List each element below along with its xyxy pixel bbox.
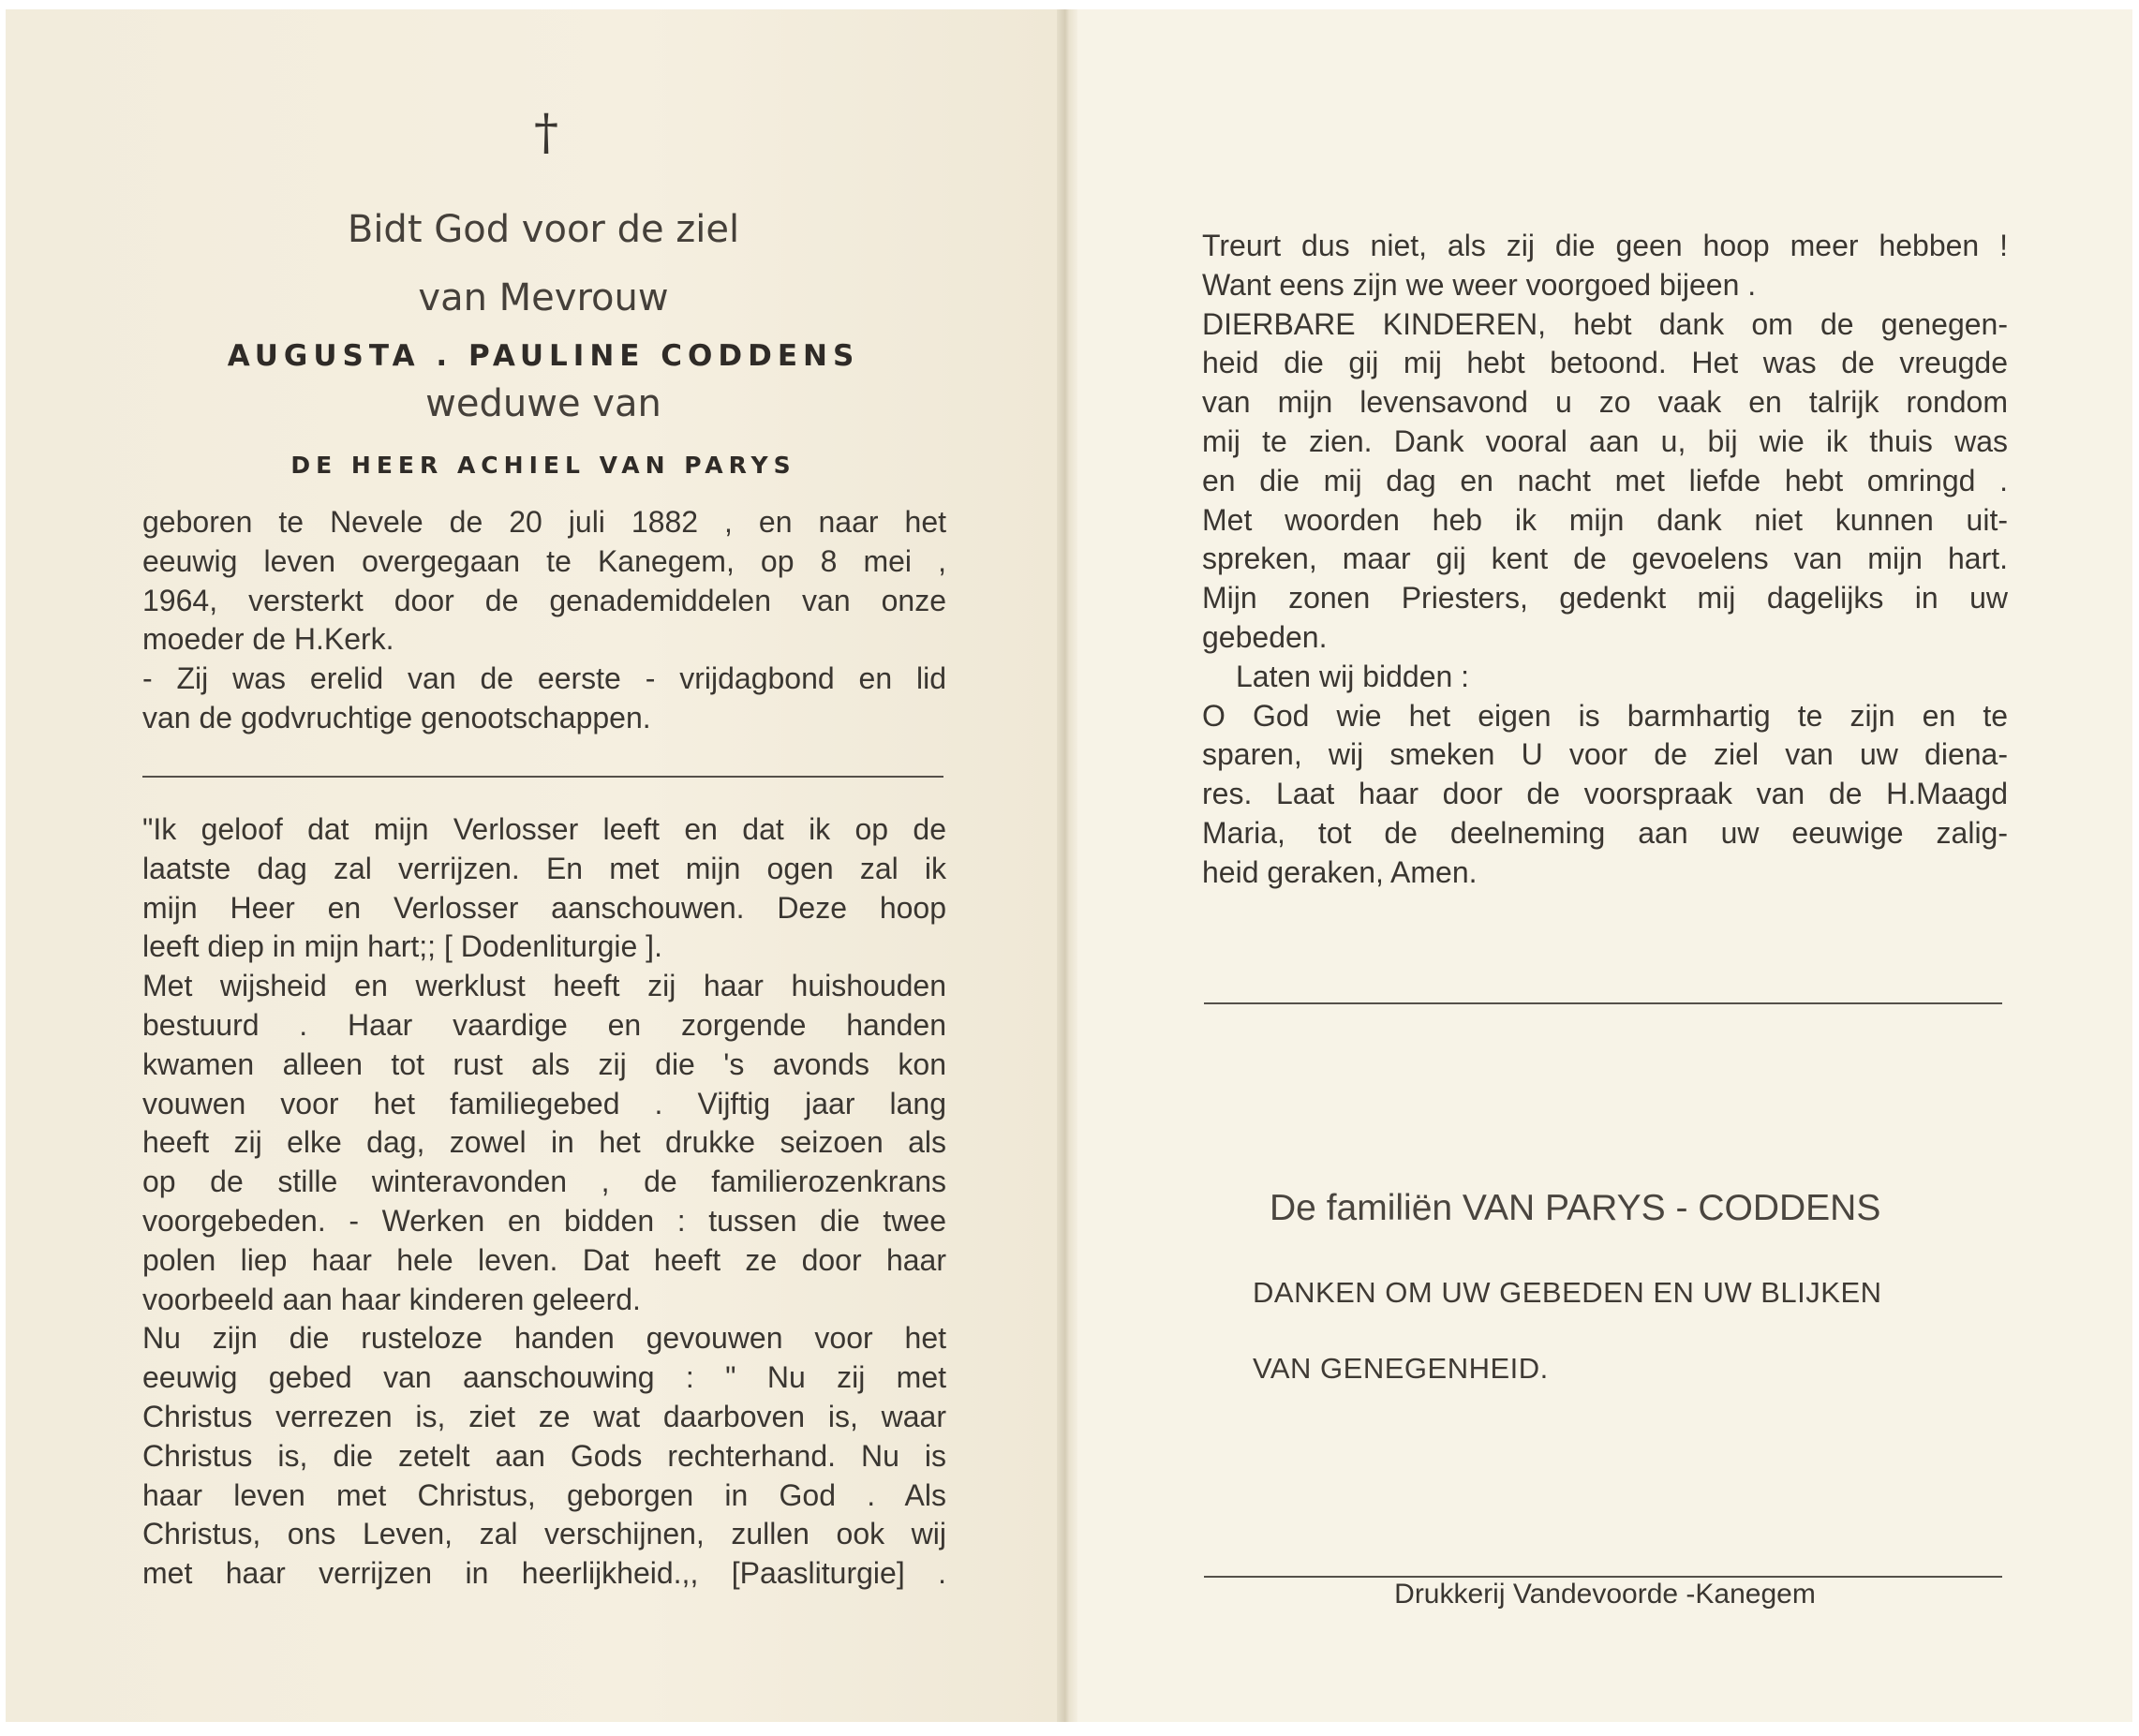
eulogy-line: voorgebeden. - Werken en bidden : tussen die twee <box>142 1203 946 1238</box>
eulogy-line: Christus is, die zetelt aan Gods rechterhand. Nu is <box>142 1438 946 1473</box>
husband-name: DE HEER ACHIEL VAN PARYS <box>290 452 796 479</box>
bio-line: eeuwig leven overgegaan te Kanegem, op 8 mei , <box>142 543 946 578</box>
bio-line: 1964, versterkt door de genademiddelen van onze <box>142 583 946 617</box>
eulogy-line: polen liep haar hele leven. Dat heeft ze door haar <box>142 1242 946 1277</box>
farewell-line: Treurt dus niet, als zij die geen hoop meer hebben ! <box>1202 229 2008 262</box>
deceased-name: AUGUSTA . PAULINE CODDENS <box>227 339 860 373</box>
eulogy-line: laatste dag zal verrijzen. En met mijn ogen zal ik <box>142 851 946 885</box>
bio-line: - Zij was erelid van de eerste - vrijdagbond en lid <box>142 661 946 696</box>
bio-line: geboren te Nevele de 20 juli 1882 , en naar het <box>142 505 946 539</box>
footer-rule <box>1204 1576 2002 1578</box>
eulogy-line: eeuwig gebed van aanschouwing : " Nu zij met <box>142 1360 946 1395</box>
eulogy-line: bestuurd . Haar vaardige en zorgende handen <box>142 1007 946 1042</box>
thanks-line: DANKEN OM UW GEBEDEN EN UW BLIJKEN <box>1253 1276 1882 1309</box>
farewell-line: spreken, maar gij kent de gevoelens van mijn hart. <box>1202 542 2008 576</box>
divider-rule <box>142 776 943 778</box>
farewell-line: van mijn levensavond u zo vaak en talrijk rondom <box>1202 385 2008 420</box>
farewell-line: mij te zien. Dank vooral aan u, bij wie ik thuis was <box>1202 423 2008 458</box>
eulogy-line: haar leven met Christus, geborgen in God . Als <box>142 1477 946 1512</box>
farewell-line: Met woorden heb ik mijn dank niet kunnen uit- <box>1202 502 2008 537</box>
eulogy-line: Met wijsheid en werklust heeft zij haar huishouden <box>142 969 946 1003</box>
eulogy-line: voorbeeld aan haar kinderen geleerd. <box>142 1282 641 1316</box>
eulogy-line: Nu zijn die rusteloze handen gevouwen voor het <box>142 1321 946 1356</box>
eulogy-line: mijn Heer en Verlosser aanschouwen. Deze hoop <box>142 890 946 925</box>
card-fold <box>1057 9 1077 1722</box>
farewell-line: Want eens zijn we weer voorgoed bijeen . <box>1202 267 1757 302</box>
eulogy-text <box>142 810 946 1594</box>
eulogy-line: Christus verrezen is, ziet ze wat daarboven is, waar <box>142 1399 946 1433</box>
farewell-line: DIERBARE KINDEREN, hebt dank om de genegen- <box>1202 306 2008 341</box>
farewell-line: gebeden. <box>1202 619 1328 654</box>
farewell-line: en die mij dag en nacht met liefde hebt omringd . <box>1202 463 2008 497</box>
farewell-line: heid die gij mij hebt betoond. Het was de vreugde <box>1202 346 2008 380</box>
prayer-heading: Bidt God voor de ziel <box>347 208 740 251</box>
eulogy-line: vouwen voor het familiegebed . Vijftig jaar lang <box>142 1086 946 1120</box>
eulogy-line: "Ik geloof dat mijn Verlosser leeft en dat ik op de <box>142 812 946 846</box>
eulogy-line: op de stille winteravonden , de familierozenkrans <box>142 1165 946 1199</box>
printer-credit: Drukkerij Vandevoorde -Kanegem <box>1394 1579 1816 1610</box>
biography <box>142 503 946 738</box>
family-name: De familiën VAN PARYS - CODDENS <box>1270 1188 1881 1228</box>
farewell-line: Mijn zonen Priesters, gedenkt mij dagelijks in uw <box>1202 581 2008 616</box>
cross-icon: † <box>534 105 558 161</box>
thanks-line: VAN GENEGENHEID. <box>1253 1352 1549 1385</box>
prayer-intro: Laten wij bidden : <box>1236 659 1470 693</box>
eulogy-line: kwamen alleen tot rust als zij die 's avonds kon <box>142 1046 946 1081</box>
prayer-line: res. Laat haar door de voorspraak van de H.Maagd <box>1202 777 2008 811</box>
eulogy-line: met haar verrijzen in heerlijkheid.,, [Paasliturgie] . <box>142 1556 946 1591</box>
eulogy-line: Christus, ons Leven, zal verschijnen, zullen ook wij <box>142 1517 946 1551</box>
prayer-line: Maria, tot de deelneming aan uw eeuwige zalig- <box>1202 815 2008 850</box>
farewell-text <box>1202 227 2008 893</box>
eulogy-line: heeft zij elke dag, zowel in het drukke seizoen als <box>142 1125 946 1160</box>
bio-line: moeder de H.Kerk. <box>142 622 394 657</box>
divider-rule <box>1204 1002 2002 1004</box>
eulogy-line: leeft diep in mijn hart;; [ Dodenliturgie ]. <box>142 929 662 964</box>
bio-line: van de godvruchtige genootschappen. <box>142 700 651 734</box>
prayer-line: heid geraken, Amen. <box>1202 854 1478 889</box>
prayer-subheading: van Mevrouw <box>418 276 669 319</box>
prayer-line: sparen, wij smeken U voor de ziel van uw diena- <box>1202 737 2008 772</box>
widow-of: weduwe van <box>425 382 661 425</box>
prayer-line: O God wie het eigen is barmhartig te zijn en te <box>1202 698 2008 733</box>
